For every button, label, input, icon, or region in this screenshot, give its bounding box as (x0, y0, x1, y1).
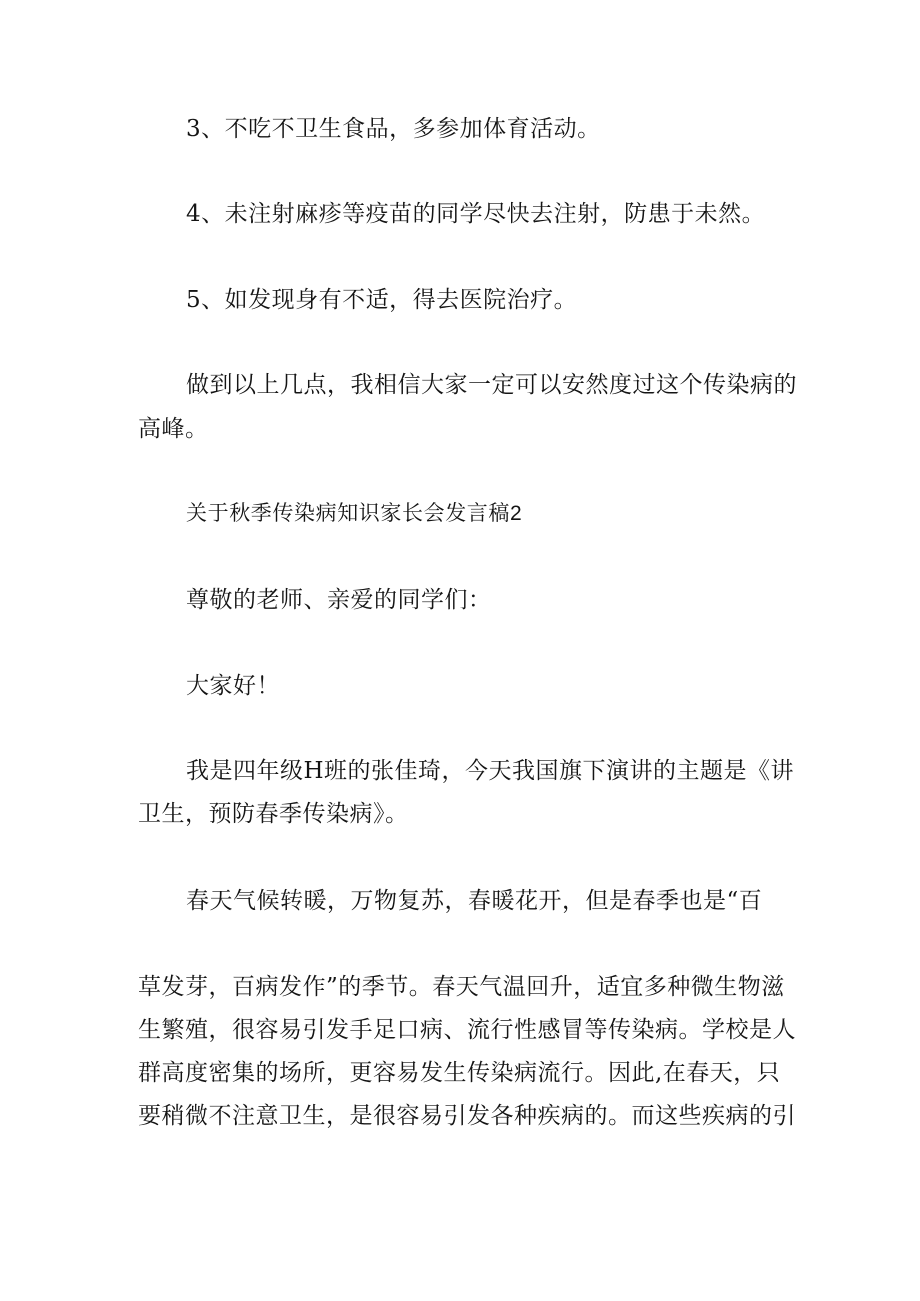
body-line-2: 草发芽，百病发作”的季节。春天气温回升，适宜多种微生物滋 (138, 974, 785, 1000)
body-line-5: 要稍微不注意卫生，是很容易引发各种疾病的。而这些疾病的引 (138, 1103, 796, 1129)
greeting: 大家好！ (186, 673, 280, 699)
intro-line-1: 我是四年级H班的张佳琦，今天我国旗下演讲的主题是《讲 (186, 758, 795, 784)
list-item-5: 5、如发现身有不适，得去医院治疗。 (186, 287, 578, 313)
body-line-4: 群高度密集的场所，更容易发生传染病流行。因此,在春天，只 (138, 1060, 781, 1086)
section-title: 关于秋季传染病知识家长会发言稿2 (186, 502, 523, 525)
intro-line-2: 卫生，预防春季传染病》。 (138, 801, 409, 827)
body-line-1: 春天气候转暖，万物复苏，春暖花开，但是春季也是“百 (186, 888, 763, 914)
conclusion-line-1: 做到以上几点，我相信大家一定可以安然度过这个传染病的 (186, 372, 797, 398)
list-item-3: 3、不吃不卫生食品，多参加体育活动。 (186, 116, 601, 142)
list-item-4: 4、未注射麻疹等疫苗的同学尽快去注射，防患于未然。 (186, 201, 766, 227)
salutation: 尊敬的老师、亲爱的同学们： (186, 587, 492, 613)
conclusion-line-2: 高峰。 (138, 416, 209, 442)
body-line-3: 生繁殖，很容易引发手足口病、流行性感冒等传染病。学校是人 (138, 1017, 796, 1043)
